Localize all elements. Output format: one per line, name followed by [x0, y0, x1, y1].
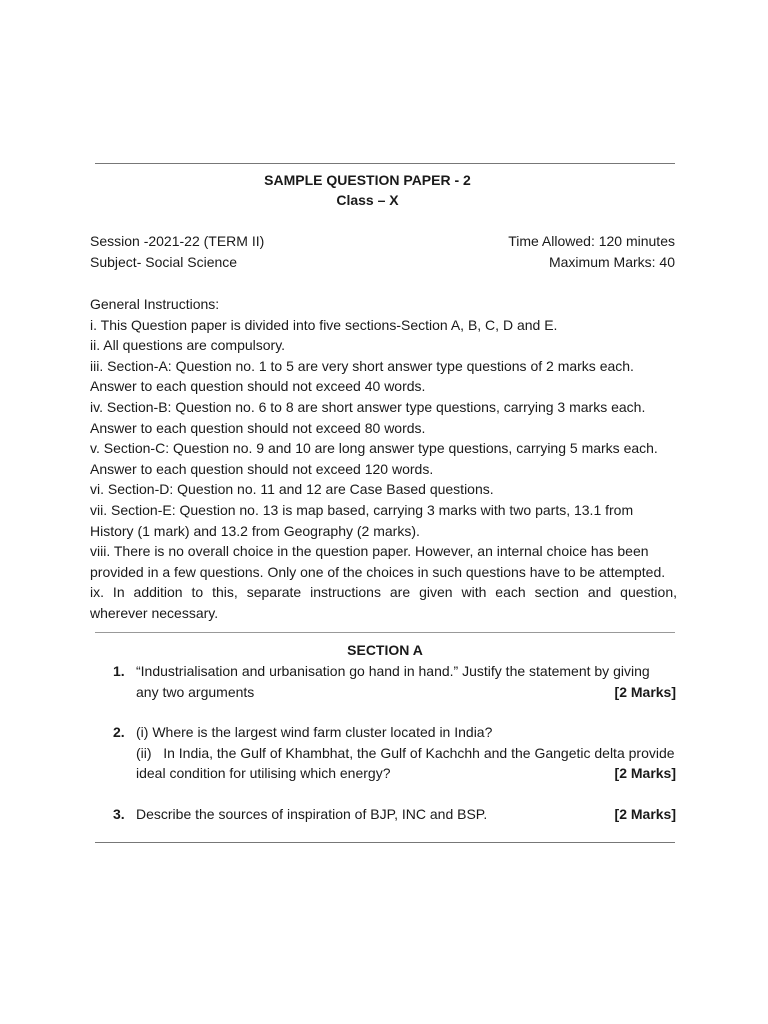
instruction-line: iv. Section-B: Question no. 6 to 8 are short answer type questions, carrying 3 marks each. — [90, 398, 646, 415]
question-text: ideal condition for utilising which energy? — [136, 765, 391, 782]
instructions-heading: General Instructions: — [90, 296, 220, 312]
question-text: (ii) In India, the Gulf of Khambhat, the Gulf of Kachchh and the Gangetic delta provide — [136, 744, 675, 761]
instruction-line: viii. There is no overall choice in the question paper. However, an internal choice has been — [90, 543, 649, 560]
instruction-line: ii. All questions are compulsory. — [90, 337, 286, 354]
question-marks: [2 Marks] — [614, 765, 676, 782]
question-text: Describe the sources of inspiration of BJP, INC and BSP. — [136, 806, 488, 822]
question-marks: [2 Marks] — [614, 806, 676, 822]
instruction-line: vi. Section-D: Question no. 11 and 12 are Case Based questions. — [90, 481, 494, 498]
question-text: any two arguments — [136, 683, 255, 700]
instruction-line: Answer to each question should not exceed 40 words. — [90, 378, 426, 395]
subject-label: Subject- Social Science — [90, 254, 238, 270]
instruction-line: History (1 mark) and 13.2 from Geography (2 marks). — [90, 522, 420, 539]
bottom-divider — [95, 842, 675, 843]
paper-title: SAMPLE QUESTION PAPER - 2 — [264, 172, 471, 188]
question-text: “Industrialisation and urbanisation go hand in hand.” Justify the statement by giving — [136, 663, 650, 679]
top-divider — [95, 163, 675, 164]
instruction-line: i. This Question paper is divided into five sections-Section A, B, C, D and E. — [90, 316, 558, 333]
general-instructions — [90, 294, 677, 624]
question-number: 2. — [113, 724, 125, 740]
instruction-line: iii. Section-A: Question no. 1 to 5 are very short answer type questions of 2 marks each. — [90, 357, 634, 374]
instruction-line: vii. Section-E: Question no. 13 is map based, carrying 3 marks with two parts, 13.1 from — [90, 501, 634, 518]
instruction-line: Answer to each question should not exceed 120 words. — [90, 460, 434, 477]
section-divider — [95, 632, 675, 633]
max-marks-label: Maximum Marks: 40 — [548, 254, 675, 270]
class-label: Class – X — [336, 192, 399, 208]
question-text: (i) Where is the largest wind farm cluster located in India? — [136, 724, 493, 740]
question-marks: [2 Marks] — [614, 683, 676, 700]
question-number: 1. — [113, 663, 125, 679]
instruction-line: provided in a few questions. Only one of the choices in such questions have to be attempted. — [90, 563, 666, 580]
time-allowed-label: Time Allowed: 120 minutes — [508, 233, 675, 249]
instruction-line: wherever necessary. — [90, 604, 219, 621]
session-label: Session -2021-22 (TERM II) — [90, 233, 265, 249]
instruction-line: Answer to each question should not exceed 80 words. — [90, 419, 426, 436]
instruction-line: ix. In addition to this, separate instructions are given with each section and question, — [90, 584, 677, 601]
section-a-heading: SECTION A — [347, 642, 423, 658]
question-number: 3. — [113, 806, 125, 822]
instruction-line: v. Section-C: Question no. 9 and 10 are long answer type questions, carrying 5 marks each. — [90, 440, 658, 457]
